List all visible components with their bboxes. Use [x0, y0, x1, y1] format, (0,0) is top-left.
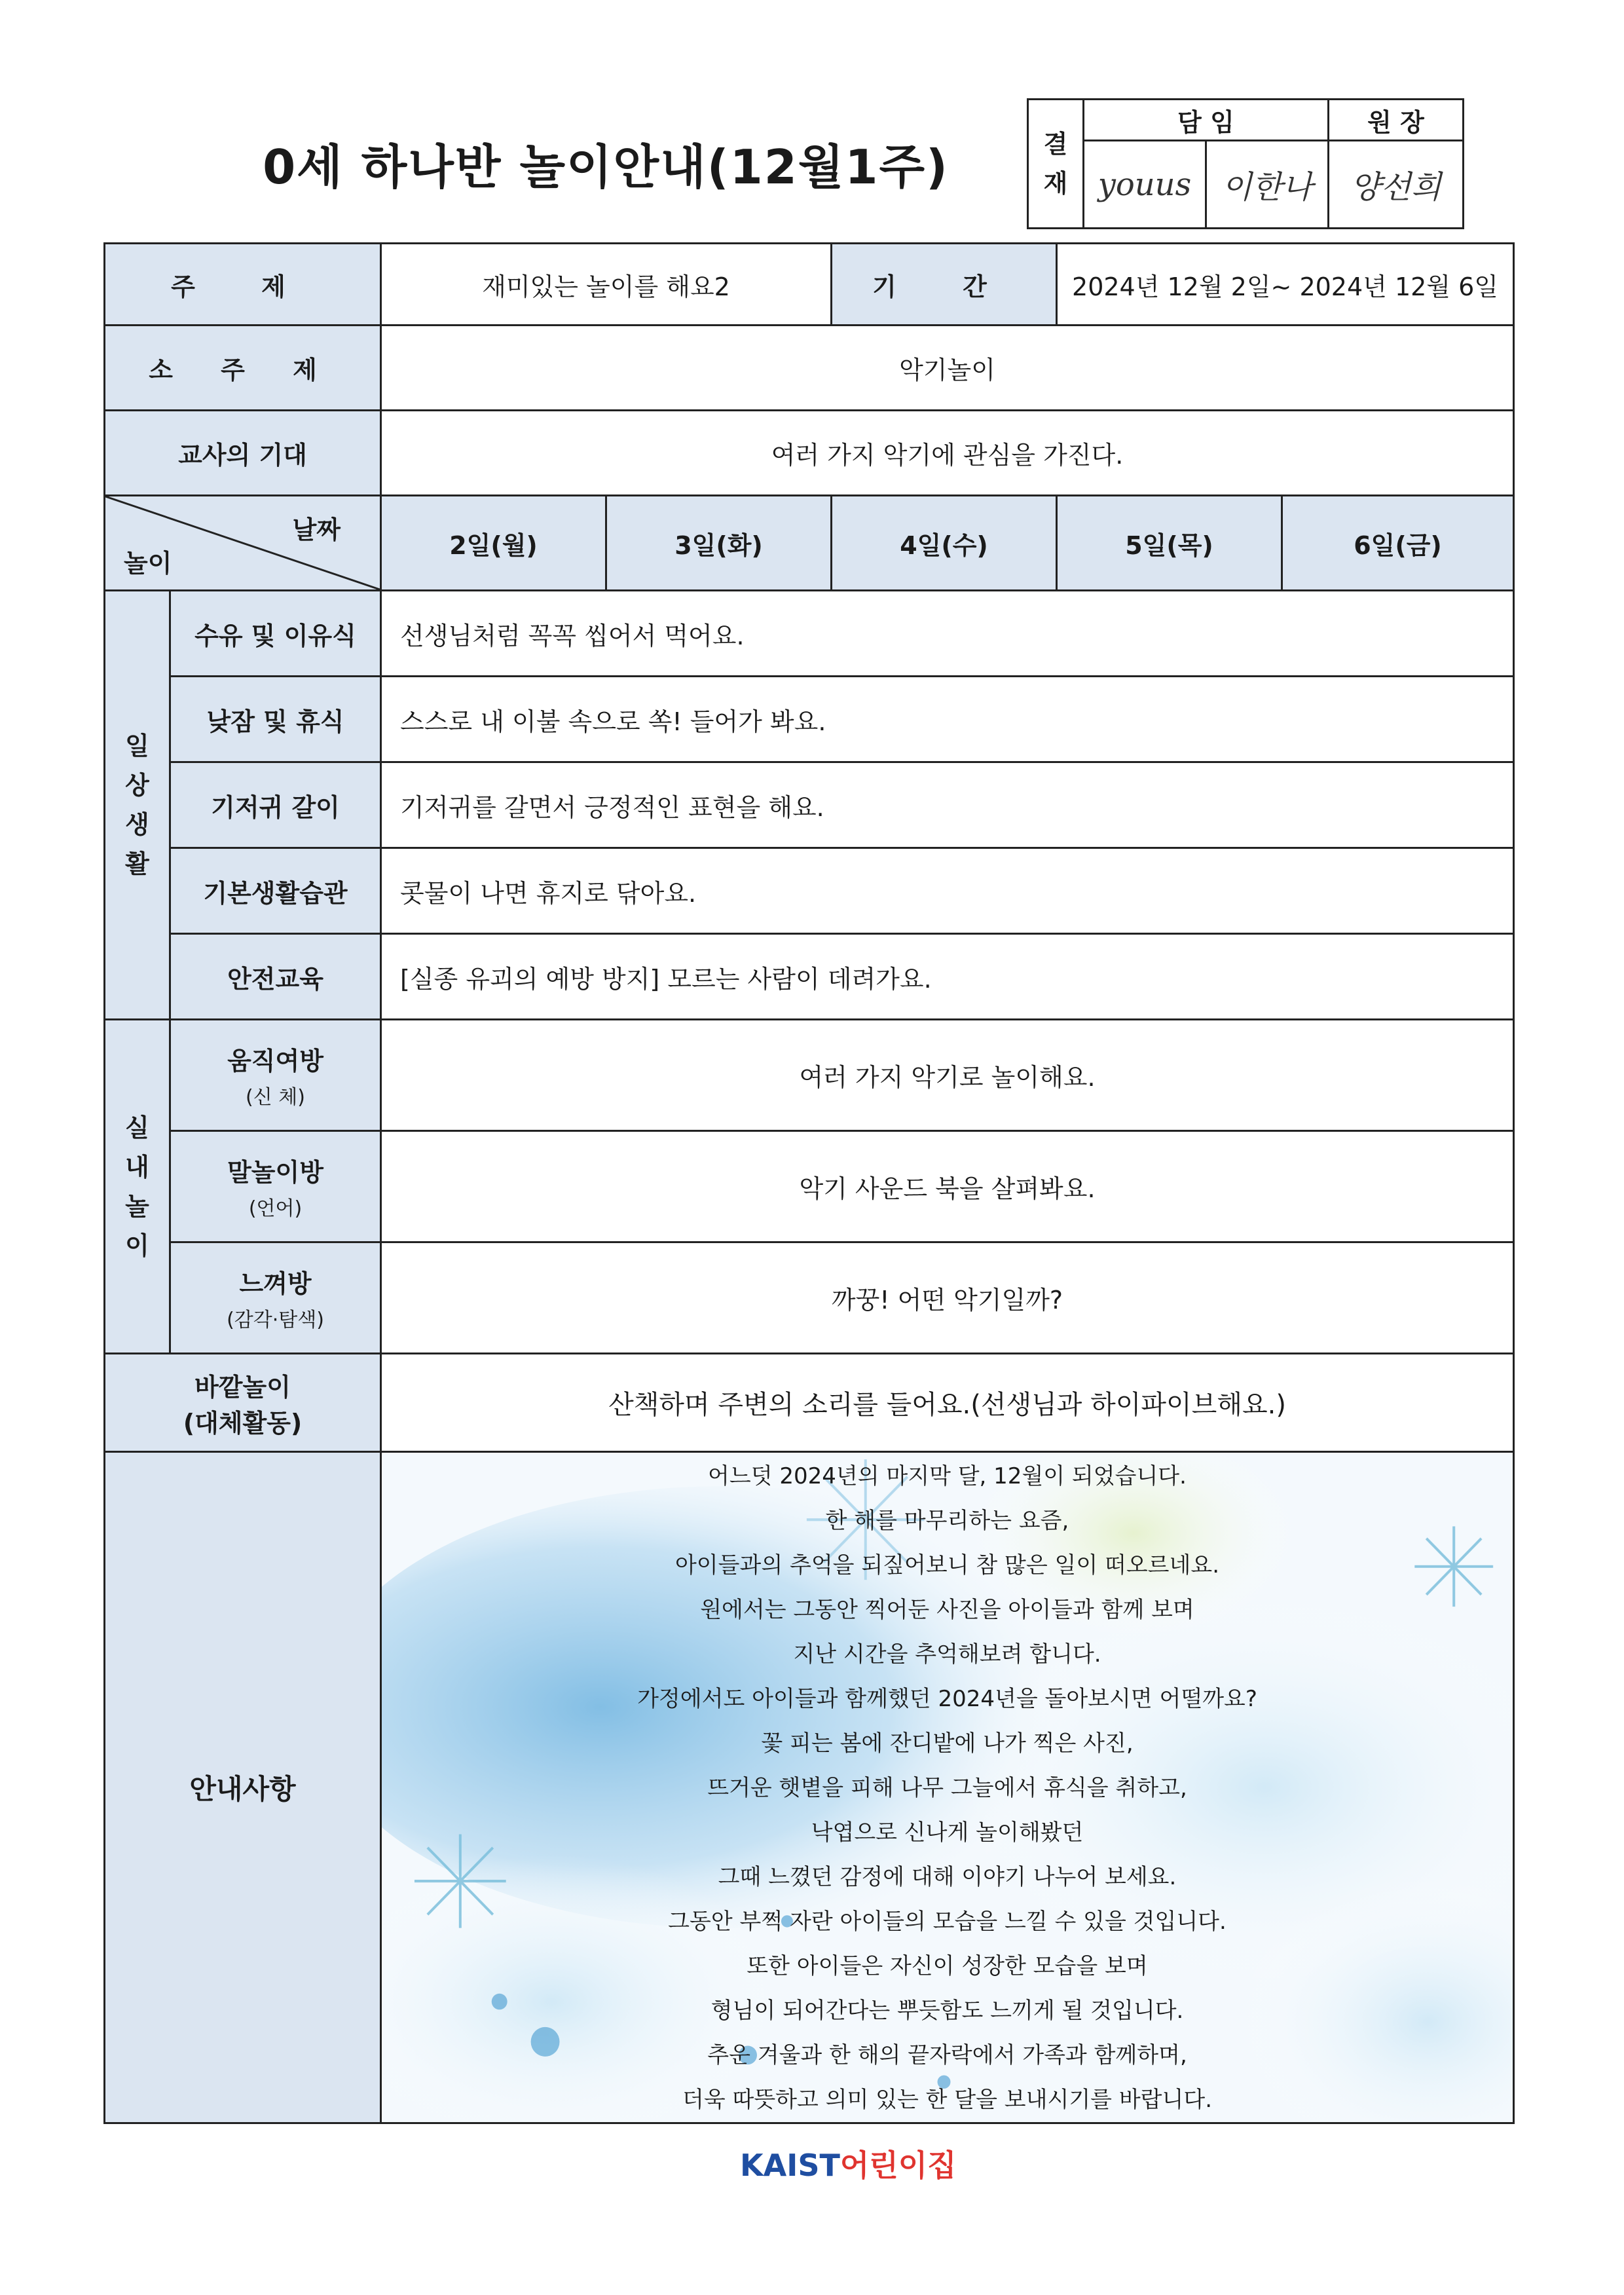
- date-label: 날짜: [292, 515, 341, 544]
- subtheme-value: 악기놀이: [381, 326, 1514, 411]
- teacher-header: 담 임: [1084, 100, 1329, 141]
- daily-row-label: 기저귀 갈이: [170, 762, 381, 848]
- approval-label: 결재: [1028, 100, 1084, 229]
- daily-row-content: 선생님처럼 꼭꼭 씹어서 먹어요.: [381, 591, 1514, 677]
- day-tue: 3일(화): [606, 496, 832, 591]
- day-wed: 4일(수): [832, 496, 1057, 591]
- indoor-row-label: 움직여방 (신 체): [170, 1020, 381, 1131]
- notice-line: 형님이 되어간다는 뿌듯함도 느끼게 될 것입니다.: [710, 1998, 1184, 2024]
- daily-row-content: 스스로 내 이불 속으로 쏙! 들어가 봐요.: [381, 677, 1514, 762]
- notice-text: [382, 1453, 1513, 2122]
- play-plan-table: [103, 242, 1515, 2124]
- notice-content: [381, 1452, 1514, 2123]
- period-label: 기 간: [832, 244, 1057, 326]
- daily-row-content: [실종 유괴의 예방 방지] 모르는 사람이 데려가요.: [381, 934, 1514, 1020]
- outdoor-content: 산책하며 주변의 소리를 들어요.(선생님과 하이파이브해요.): [381, 1354, 1514, 1452]
- notice-label: 안내사항: [105, 1452, 381, 2123]
- period-value: 2024년 12월 2일~ 2024년 12월 6일: [1057, 244, 1514, 326]
- notice-line: 그때 느꼈던 감정에 대해 이야기 나누어 보세요.: [718, 1864, 1177, 1890]
- notice-line: 낙엽으로 신나게 놀이해봤던: [811, 1819, 1084, 1846]
- daily-row-content: 콧물이 나면 휴지로 닦아요.: [381, 848, 1514, 934]
- director-header: 원 장: [1329, 100, 1464, 141]
- kaist-kindergarten-logo: [740, 2142, 957, 2188]
- indoor-row-content: 까꿍! 어떤 악기일까?: [381, 1242, 1514, 1354]
- day-thu: 5일(목): [1057, 496, 1282, 591]
- notice-line: 원에서는 그동안 찍어둔 사진을 아이들과 함께 보며: [700, 1597, 1194, 1623]
- signature-teacher-2: 이한나: [1206, 141, 1329, 229]
- indoor-row-label: 말놀이방 (언어): [170, 1131, 381, 1242]
- indoor-row-content: 여러 가지 악기로 놀이해요.: [381, 1020, 1514, 1131]
- signature-teacher-1: youus: [1084, 141, 1206, 229]
- daily-row-label: 수유 및 이유식: [170, 591, 381, 677]
- notice-line: 가정에서도 아이들과 함께했던 2024년을 돌아보시면 어떨까요?: [637, 1686, 1257, 1712]
- notice-line: 그동안 부쩍 자란 아이들의 모습을 느낄 수 있을 것입니다.: [668, 1909, 1227, 1935]
- approval-box: [1027, 98, 1464, 229]
- expectation-label: 교사의 기대: [105, 411, 381, 496]
- daily-row-label: 안전교육: [170, 934, 381, 1020]
- subtheme-label: 소 주 제: [105, 326, 381, 411]
- play-label: 놀이: [124, 549, 172, 578]
- theme-label: 주 제: [105, 244, 381, 326]
- day-mon: 2일(월): [381, 496, 606, 591]
- notice-line: 추운 겨울과 한 해의 끝자락에서 가족과 함께하며,: [707, 2042, 1187, 2068]
- logo-kaist: KAIST: [740, 2148, 840, 2183]
- daily-row-label: 낮잠 및 휴식: [170, 677, 381, 762]
- notice-line: 지난 시간을 추억해보려 합니다.: [793, 1641, 1101, 1668]
- indoor-row-label: 느껴방 (감각·탐색): [170, 1242, 381, 1354]
- date-play-corner: [105, 496, 381, 591]
- indoor-row-content: 악기 사운드 북을 살펴봐요.: [381, 1131, 1514, 1242]
- notice-line: 한 해를 마무리하는 요즘,: [825, 1508, 1069, 1534]
- notice-line: 뜨거운 햇볕을 피해 나무 그늘에서 휴식을 취하고,: [707, 1775, 1187, 1801]
- daily-life-group-label: 일상생활: [105, 591, 170, 1020]
- outdoor-label: 바깥놀이 (대체활동): [105, 1354, 381, 1452]
- page-title: 0세 하나반 놀이안내(12월1주): [263, 140, 949, 195]
- indoor-group-label: 실내놀이: [105, 1020, 170, 1354]
- notice-line: 더욱 따뜻하고 의미 있는 한 달을 보내시기를 바랍니다.: [682, 2087, 1213, 2113]
- notice-line: 아이들과의 추억을 되짚어보니 참 많은 일이 떠오르네요.: [674, 1552, 1220, 1578]
- day-fri: 6일(금): [1282, 496, 1514, 591]
- logo-kindergarten: 어린이집: [840, 2148, 957, 2183]
- daily-row-content: 기저귀를 갈면서 긍정적인 표현을 해요.: [381, 762, 1514, 848]
- theme-value: 재미있는 놀이를 해요2: [381, 244, 832, 326]
- notice-line: 또한 아이들은 자신이 성장한 모습을 보며: [747, 1953, 1148, 1979]
- expectation-value: 여러 가지 악기에 관심을 가진다.: [381, 411, 1514, 496]
- daily-row-label: 기본생활습관: [170, 848, 381, 934]
- notice-line: 꽃 피는 봄에 잔디밭에 나가 찍은 사진,: [761, 1730, 1134, 1757]
- notice-line: 어느덧 2024년의 마지막 달, 12월이 되었습니다.: [708, 1463, 1187, 1489]
- signature-director: 양선희: [1329, 141, 1464, 229]
